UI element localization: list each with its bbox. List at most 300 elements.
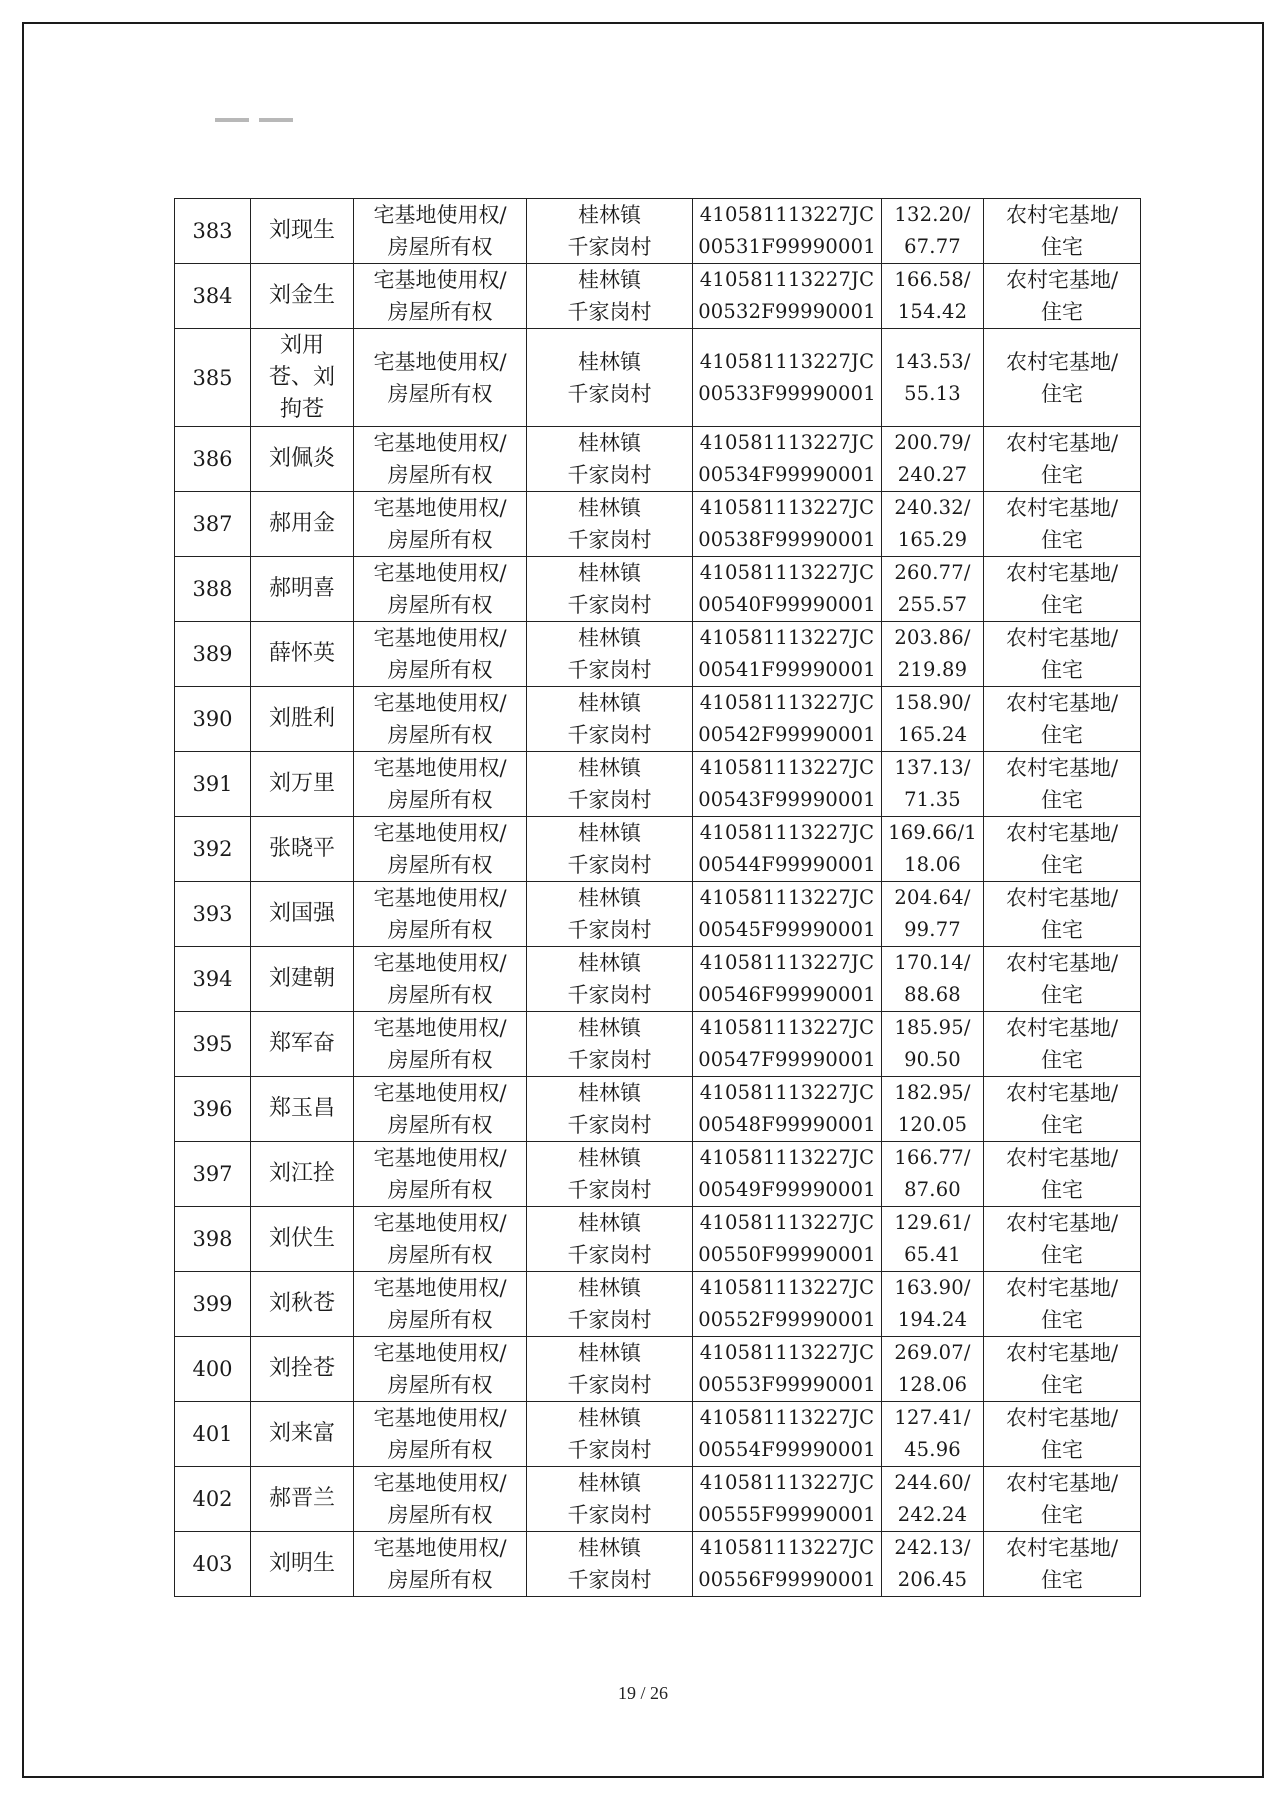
area-line: 244.60/ bbox=[894, 1471, 971, 1494]
owner-name-cell bbox=[251, 817, 354, 882]
area-cell bbox=[882, 1272, 984, 1337]
location-line: 桂林镇 bbox=[578, 1081, 641, 1105]
right-type-line: 宅基地使用权/ bbox=[373, 1536, 507, 1560]
unit-code-line: 00550F99990001 bbox=[698, 1243, 876, 1266]
land-use-line: 住宅 bbox=[1041, 1178, 1083, 1202]
location-line: 桂林镇 bbox=[578, 349, 641, 374]
location-line: 桂林镇 bbox=[578, 1016, 641, 1040]
unit-code-cell bbox=[693, 1532, 882, 1597]
area-cell bbox=[882, 427, 984, 492]
unit-code-line: 410581113227JC bbox=[699, 268, 875, 291]
land-use-line: 住宅 bbox=[1041, 1243, 1083, 1267]
location-line: 桂林镇 bbox=[578, 496, 641, 520]
unit-code-line: 410581113227JC bbox=[699, 1016, 875, 1039]
table-body bbox=[175, 199, 1141, 1597]
land-use-cell bbox=[984, 329, 1141, 427]
right-type-line: 房屋所有权 bbox=[387, 983, 493, 1007]
owner-name-cell bbox=[251, 622, 354, 687]
location-line: 千家岗村 bbox=[567, 658, 652, 682]
owner-name-cell bbox=[251, 1012, 354, 1077]
area-cell bbox=[882, 557, 984, 622]
right-type-cell bbox=[354, 947, 527, 1012]
unit-code-line: 410581113227JC bbox=[699, 1471, 875, 1494]
right-type-line: 房屋所有权 bbox=[387, 658, 493, 682]
record-number-cell: 396 bbox=[175, 1077, 251, 1142]
area-line: 163.90/ bbox=[894, 1276, 971, 1299]
area-line: 166.58/ bbox=[894, 268, 971, 291]
right-type-line: 宅基地使用权/ bbox=[373, 1471, 507, 1495]
location-line: 桂林镇 bbox=[578, 431, 641, 455]
location-line: 千家岗村 bbox=[567, 1113, 652, 1137]
location-cell bbox=[527, 1272, 693, 1337]
right-type-line: 宅基地使用权/ bbox=[373, 1406, 507, 1430]
area-line: 154.42 bbox=[897, 300, 968, 323]
unit-code-cell bbox=[693, 882, 882, 947]
right-type-cell bbox=[354, 329, 527, 427]
right-type-line: 房屋所有权 bbox=[387, 853, 493, 877]
area-cell bbox=[882, 199, 984, 264]
right-type-line: 房屋所有权 bbox=[387, 1373, 493, 1397]
land-use-cell bbox=[984, 264, 1141, 329]
record-number-cell: 403 bbox=[175, 1532, 251, 1597]
owner-name-cell bbox=[251, 427, 354, 492]
location-line: 桂林镇 bbox=[578, 886, 641, 910]
location-cell bbox=[527, 687, 693, 752]
unit-code-line: 00556F99990001 bbox=[698, 1568, 876, 1591]
unit-code-cell bbox=[693, 1467, 882, 1532]
area-line: 219.89 bbox=[897, 658, 968, 681]
owner-name-line: 刘胜利 bbox=[268, 706, 335, 731]
owner-name-line: 苍、刘 bbox=[268, 364, 335, 390]
right-type-line: 宅基地使用权/ bbox=[373, 1146, 507, 1170]
unit-code-line: 00548F99990001 bbox=[698, 1113, 876, 1136]
location-line: 桂林镇 bbox=[578, 1276, 641, 1300]
owner-name-line: 刘万里 bbox=[268, 771, 335, 796]
right-type-line: 宅基地使用权/ bbox=[373, 756, 507, 780]
land-use-cell bbox=[984, 1077, 1141, 1142]
owner-name-cell bbox=[251, 1207, 354, 1272]
area-line: 169.66/1 bbox=[888, 821, 977, 844]
unit-code-line: 00531F99990001 bbox=[698, 235, 876, 258]
land-use-line: 住宅 bbox=[1041, 593, 1083, 617]
unit-code-line: 00538F99990001 bbox=[698, 528, 876, 551]
table-row bbox=[175, 1207, 1141, 1272]
right-type-line: 房屋所有权 bbox=[387, 593, 493, 617]
land-use-line: 农村宅基地/ bbox=[1005, 1471, 1119, 1495]
owner-name-cell bbox=[251, 1402, 354, 1467]
owner-name-line: 郝用金 bbox=[268, 511, 335, 536]
owner-name-cell bbox=[251, 199, 354, 264]
area-line: 132.20/ bbox=[894, 203, 971, 226]
right-type-line: 宅基地使用权/ bbox=[373, 821, 507, 845]
area-line: 67.77 bbox=[904, 235, 961, 258]
record-number-cell: 383 bbox=[175, 199, 251, 264]
land-use-line: 住宅 bbox=[1041, 1373, 1083, 1397]
land-use-line: 农村宅基地/ bbox=[1005, 886, 1119, 910]
unit-code-cell bbox=[693, 492, 882, 557]
owner-name-cell bbox=[251, 882, 354, 947]
right-type-cell bbox=[354, 427, 527, 492]
area-cell bbox=[882, 1337, 984, 1402]
table-row bbox=[175, 622, 1141, 687]
record-number-cell: 388 bbox=[175, 557, 251, 622]
area-line: 203.86/ bbox=[894, 626, 971, 649]
location-line: 桂林镇 bbox=[578, 1211, 641, 1235]
location-cell bbox=[527, 492, 693, 557]
owner-name-line: 郑玉昌 bbox=[268, 1096, 335, 1121]
unit-code-line: 00555F99990001 bbox=[698, 1503, 876, 1526]
land-use-line: 住宅 bbox=[1041, 1438, 1083, 1462]
right-type-line: 宅基地使用权/ bbox=[373, 886, 507, 910]
location-line: 桂林镇 bbox=[578, 626, 641, 650]
unit-code-line: 410581113227JC bbox=[699, 886, 875, 909]
unit-code-line: 410581113227JC bbox=[699, 431, 875, 454]
location-cell bbox=[527, 1402, 693, 1467]
area-cell bbox=[882, 1467, 984, 1532]
right-type-line: 房屋所有权 bbox=[387, 1503, 493, 1527]
area-line: 242.13/ bbox=[894, 1536, 971, 1559]
unit-code-cell bbox=[693, 622, 882, 687]
land-use-cell bbox=[984, 1467, 1141, 1532]
right-type-line: 宅基地使用权/ bbox=[373, 1276, 507, 1300]
owner-name-line: 刘用 bbox=[279, 332, 324, 358]
unit-code-line: 410581113227JC bbox=[699, 756, 875, 779]
land-use-line: 住宅 bbox=[1041, 300, 1083, 324]
table-row bbox=[175, 199, 1141, 264]
location-cell bbox=[527, 622, 693, 687]
area-cell bbox=[882, 817, 984, 882]
land-use-cell bbox=[984, 882, 1141, 947]
area-line: 55.13 bbox=[904, 381, 961, 405]
table-row bbox=[175, 1077, 1141, 1142]
land-use-line: 住宅 bbox=[1041, 1113, 1083, 1137]
right-type-line: 房屋所有权 bbox=[387, 381, 493, 406]
land-use-line: 住宅 bbox=[1041, 1048, 1083, 1072]
land-use-line: 农村宅基地/ bbox=[1005, 349, 1119, 374]
owner-name-line: 刘建朝 bbox=[268, 966, 335, 991]
land-use-line: 住宅 bbox=[1041, 235, 1083, 259]
land-use-line: 住宅 bbox=[1041, 853, 1083, 877]
table-row bbox=[175, 1467, 1141, 1532]
land-use-cell bbox=[984, 427, 1141, 492]
land-use-line: 住宅 bbox=[1041, 528, 1083, 552]
area-cell bbox=[882, 1532, 984, 1597]
right-type-line: 宅基地使用权/ bbox=[373, 431, 507, 455]
location-line: 千家岗村 bbox=[567, 1243, 652, 1267]
land-use-cell bbox=[984, 1207, 1141, 1272]
location-cell bbox=[527, 1207, 693, 1272]
land-use-cell bbox=[984, 199, 1141, 264]
record-number-cell: 393 bbox=[175, 882, 251, 947]
unit-code-cell bbox=[693, 752, 882, 817]
land-use-line: 农村宅基地/ bbox=[1005, 1536, 1119, 1560]
area-line: 88.68 bbox=[904, 983, 961, 1006]
land-use-line: 住宅 bbox=[1041, 723, 1083, 747]
unit-code-cell bbox=[693, 199, 882, 264]
record-number-cell: 386 bbox=[175, 427, 251, 492]
location-line: 桂林镇 bbox=[578, 268, 641, 292]
record-number-cell: 385 bbox=[175, 329, 251, 427]
area-line: 206.45 bbox=[897, 1568, 968, 1591]
right-type-line: 宅基地使用权/ bbox=[373, 951, 507, 975]
area-line: 170.14/ bbox=[894, 951, 971, 974]
owner-name-cell bbox=[251, 1077, 354, 1142]
unit-code-cell bbox=[693, 427, 882, 492]
land-use-line: 住宅 bbox=[1041, 658, 1083, 682]
record-number-cell: 387 bbox=[175, 492, 251, 557]
right-type-line: 房屋所有权 bbox=[387, 235, 493, 259]
right-type-line: 房屋所有权 bbox=[387, 788, 493, 812]
unit-code-line: 00547F99990001 bbox=[698, 1048, 876, 1071]
location-line: 千家岗村 bbox=[567, 723, 652, 747]
unit-code-line: 00534F99990001 bbox=[698, 463, 876, 486]
owner-name-line: 郑军奋 bbox=[268, 1031, 335, 1056]
unit-code-line: 410581113227JC bbox=[699, 1081, 875, 1104]
area-line: 143.53/ bbox=[894, 349, 971, 373]
unit-code-line: 410581113227JC bbox=[699, 821, 875, 844]
area-line: 166.77/ bbox=[894, 1146, 971, 1169]
owner-name-line: 刘金生 bbox=[268, 283, 335, 308]
right-type-cell bbox=[354, 1012, 527, 1077]
right-type-line: 宅基地使用权/ bbox=[373, 626, 507, 650]
area-line: 65.41 bbox=[904, 1243, 961, 1266]
right-type-line: 房屋所有权 bbox=[387, 918, 493, 942]
right-type-line: 宅基地使用权/ bbox=[373, 561, 507, 585]
location-line: 桂林镇 bbox=[578, 1536, 641, 1560]
location-line: 千家岗村 bbox=[567, 235, 652, 259]
land-use-cell bbox=[984, 1142, 1141, 1207]
location-cell bbox=[527, 1467, 693, 1532]
land-use-line: 农村宅基地/ bbox=[1005, 691, 1119, 715]
land-use-line: 农村宅基地/ bbox=[1005, 626, 1119, 650]
unit-code-line: 00545F99990001 bbox=[698, 918, 876, 941]
land-use-line: 农村宅基地/ bbox=[1005, 1146, 1119, 1170]
right-type-line: 房屋所有权 bbox=[387, 1048, 493, 1072]
right-type-line: 宅基地使用权/ bbox=[373, 1341, 507, 1365]
location-cell bbox=[527, 1012, 693, 1077]
table-row bbox=[175, 557, 1141, 622]
area-line: 129.61/ bbox=[894, 1211, 971, 1234]
area-line: 204.64/ bbox=[894, 886, 971, 909]
area-line: 182.95/ bbox=[894, 1081, 971, 1104]
right-type-line: 房屋所有权 bbox=[387, 300, 493, 324]
right-type-line: 房屋所有权 bbox=[387, 463, 493, 487]
table-row bbox=[175, 687, 1141, 752]
unit-code-line: 00540F99990001 bbox=[698, 593, 876, 616]
land-use-line: 农村宅基地/ bbox=[1005, 1276, 1119, 1300]
unit-code-line: 410581113227JC bbox=[699, 349, 875, 373]
location-cell bbox=[527, 557, 693, 622]
location-cell bbox=[527, 329, 693, 427]
unit-code-line: 00532F99990001 bbox=[698, 300, 876, 323]
right-type-cell bbox=[354, 1272, 527, 1337]
location-line: 桂林镇 bbox=[578, 561, 641, 585]
unit-code-line: 00549F99990001 bbox=[698, 1178, 876, 1201]
unit-code-cell bbox=[693, 1077, 882, 1142]
area-cell bbox=[882, 492, 984, 557]
area-line: 18.06 bbox=[904, 853, 961, 876]
land-use-line: 农村宅基地/ bbox=[1005, 268, 1119, 292]
area-line: 90.50 bbox=[904, 1048, 961, 1071]
right-type-line: 宅基地使用权/ bbox=[373, 349, 507, 374]
record-number-cell: 397 bbox=[175, 1142, 251, 1207]
location-cell bbox=[527, 264, 693, 329]
unit-code-line: 410581113227JC bbox=[699, 1406, 875, 1429]
owner-name-line: 刘伏生 bbox=[268, 1226, 335, 1251]
unit-code-cell bbox=[693, 557, 882, 622]
land-use-line: 农村宅基地/ bbox=[1005, 821, 1119, 845]
unit-code-cell bbox=[693, 1012, 882, 1077]
area-line: 269.07/ bbox=[894, 1341, 971, 1364]
area-line: 127.41/ bbox=[894, 1406, 971, 1429]
unit-code-cell bbox=[693, 1272, 882, 1337]
right-type-line: 宅基地使用权/ bbox=[373, 691, 507, 715]
area-line: 240.27 bbox=[897, 463, 968, 486]
location-line: 千家岗村 bbox=[567, 1568, 652, 1592]
location-cell bbox=[527, 817, 693, 882]
area-cell bbox=[882, 687, 984, 752]
owner-name-cell bbox=[251, 1272, 354, 1337]
right-type-line: 房屋所有权 bbox=[387, 528, 493, 552]
record-number-cell: 384 bbox=[175, 264, 251, 329]
table-row bbox=[175, 264, 1141, 329]
unit-code-line: 00546F99990001 bbox=[698, 983, 876, 1006]
area-line: 165.29 bbox=[897, 528, 968, 551]
unit-code-line: 410581113227JC bbox=[699, 626, 875, 649]
location-line: 千家岗村 bbox=[567, 528, 652, 552]
unit-code-line: 410581113227JC bbox=[699, 561, 875, 584]
record-number-cell: 402 bbox=[175, 1467, 251, 1532]
record-number-cell: 400 bbox=[175, 1337, 251, 1402]
land-use-line: 农村宅基地/ bbox=[1005, 561, 1119, 585]
owner-name-line: 郝晋兰 bbox=[268, 1486, 335, 1511]
location-line: 桂林镇 bbox=[578, 951, 641, 975]
land-use-cell bbox=[984, 687, 1141, 752]
land-use-cell bbox=[984, 1272, 1141, 1337]
location-line: 千家岗村 bbox=[567, 593, 652, 617]
location-cell bbox=[527, 1532, 693, 1597]
location-line: 桂林镇 bbox=[578, 1341, 641, 1365]
land-use-line: 住宅 bbox=[1041, 381, 1083, 406]
unit-code-line: 410581113227JC bbox=[699, 496, 875, 519]
unit-code-line: 00544F99990001 bbox=[698, 853, 876, 876]
table-row bbox=[175, 1532, 1141, 1597]
table-row bbox=[175, 947, 1141, 1012]
right-type-cell bbox=[354, 1467, 527, 1532]
unit-code-line: 00552F99990001 bbox=[698, 1308, 876, 1331]
land-use-line: 住宅 bbox=[1041, 1308, 1083, 1332]
unit-code-line: 00554F99990001 bbox=[698, 1438, 876, 1461]
table-row bbox=[175, 1142, 1141, 1207]
land-use-line: 住宅 bbox=[1041, 788, 1083, 812]
location-line: 千家岗村 bbox=[567, 381, 652, 406]
owner-name-line: 刘国强 bbox=[268, 901, 335, 926]
land-use-line: 住宅 bbox=[1041, 983, 1083, 1007]
right-type-line: 宅基地使用权/ bbox=[373, 1016, 507, 1040]
area-line: 71.35 bbox=[904, 788, 961, 811]
owner-name-cell bbox=[251, 1532, 354, 1597]
area-cell bbox=[882, 947, 984, 1012]
table-row bbox=[175, 492, 1141, 557]
owner-name-line: 拘苍 bbox=[279, 396, 324, 422]
area-cell bbox=[882, 1402, 984, 1467]
table-row bbox=[175, 427, 1141, 492]
unit-code-line: 00543F99990001 bbox=[698, 788, 876, 811]
table-row bbox=[175, 817, 1141, 882]
record-number-cell: 394 bbox=[175, 947, 251, 1012]
area-line: 158.90/ bbox=[894, 691, 971, 714]
location-line: 千家岗村 bbox=[567, 788, 652, 812]
land-use-line: 住宅 bbox=[1041, 1568, 1083, 1592]
right-type-line: 宅基地使用权/ bbox=[373, 203, 507, 227]
area-line: 87.60 bbox=[904, 1178, 961, 1201]
land-use-cell bbox=[984, 1532, 1141, 1597]
location-line: 桂林镇 bbox=[578, 1406, 641, 1430]
location-cell bbox=[527, 1142, 693, 1207]
area-cell bbox=[882, 1012, 984, 1077]
unit-code-cell bbox=[693, 1402, 882, 1467]
area-cell bbox=[882, 1207, 984, 1272]
area-line: 45.96 bbox=[904, 1438, 961, 1461]
owner-name-line: 薛怀英 bbox=[268, 641, 335, 666]
right-type-line: 房屋所有权 bbox=[387, 1113, 493, 1137]
unit-code-line: 410581113227JC bbox=[699, 951, 875, 974]
location-line: 千家岗村 bbox=[567, 1308, 652, 1332]
right-type-cell bbox=[354, 882, 527, 947]
right-type-cell bbox=[354, 817, 527, 882]
location-line: 桂林镇 bbox=[578, 821, 641, 845]
land-use-cell bbox=[984, 1337, 1141, 1402]
location-line: 千家岗村 bbox=[567, 983, 652, 1007]
area-line: 242.24 bbox=[897, 1503, 968, 1526]
land-use-cell bbox=[984, 817, 1141, 882]
land-use-line: 农村宅基地/ bbox=[1005, 203, 1119, 227]
right-type-cell bbox=[354, 264, 527, 329]
area-line: 120.05 bbox=[897, 1113, 968, 1136]
area-line: 240.32/ bbox=[894, 496, 971, 519]
land-use-line: 农村宅基地/ bbox=[1005, 1016, 1119, 1040]
unit-code-cell bbox=[693, 264, 882, 329]
location-line: 桂林镇 bbox=[578, 1471, 641, 1495]
unit-code-line: 410581113227JC bbox=[699, 1536, 875, 1559]
owner-name-cell bbox=[251, 492, 354, 557]
location-line: 千家岗村 bbox=[567, 1178, 652, 1202]
scan-artifact bbox=[215, 118, 293, 122]
location-cell bbox=[527, 199, 693, 264]
land-use-line: 住宅 bbox=[1041, 918, 1083, 942]
right-type-cell bbox=[354, 1402, 527, 1467]
owner-name-cell bbox=[251, 947, 354, 1012]
area-line: 165.24 bbox=[897, 723, 968, 746]
area-line: 200.79/ bbox=[894, 431, 971, 454]
table-row bbox=[175, 1012, 1141, 1077]
right-type-cell bbox=[354, 199, 527, 264]
location-cell bbox=[527, 427, 693, 492]
land-use-cell bbox=[984, 622, 1141, 687]
land-use-line: 农村宅基地/ bbox=[1005, 1406, 1119, 1430]
unit-code-line: 410581113227JC bbox=[699, 691, 875, 714]
land-use-line: 农村宅基地/ bbox=[1005, 756, 1119, 780]
area-cell bbox=[882, 882, 984, 947]
right-type-line: 房屋所有权 bbox=[387, 1243, 493, 1267]
location-cell bbox=[527, 1337, 693, 1402]
location-line: 桂林镇 bbox=[578, 756, 641, 780]
table-row bbox=[175, 1272, 1141, 1337]
owner-name-cell bbox=[251, 752, 354, 817]
owner-name-cell bbox=[251, 329, 354, 427]
area-cell bbox=[882, 622, 984, 687]
area-line: 137.13/ bbox=[894, 756, 971, 779]
